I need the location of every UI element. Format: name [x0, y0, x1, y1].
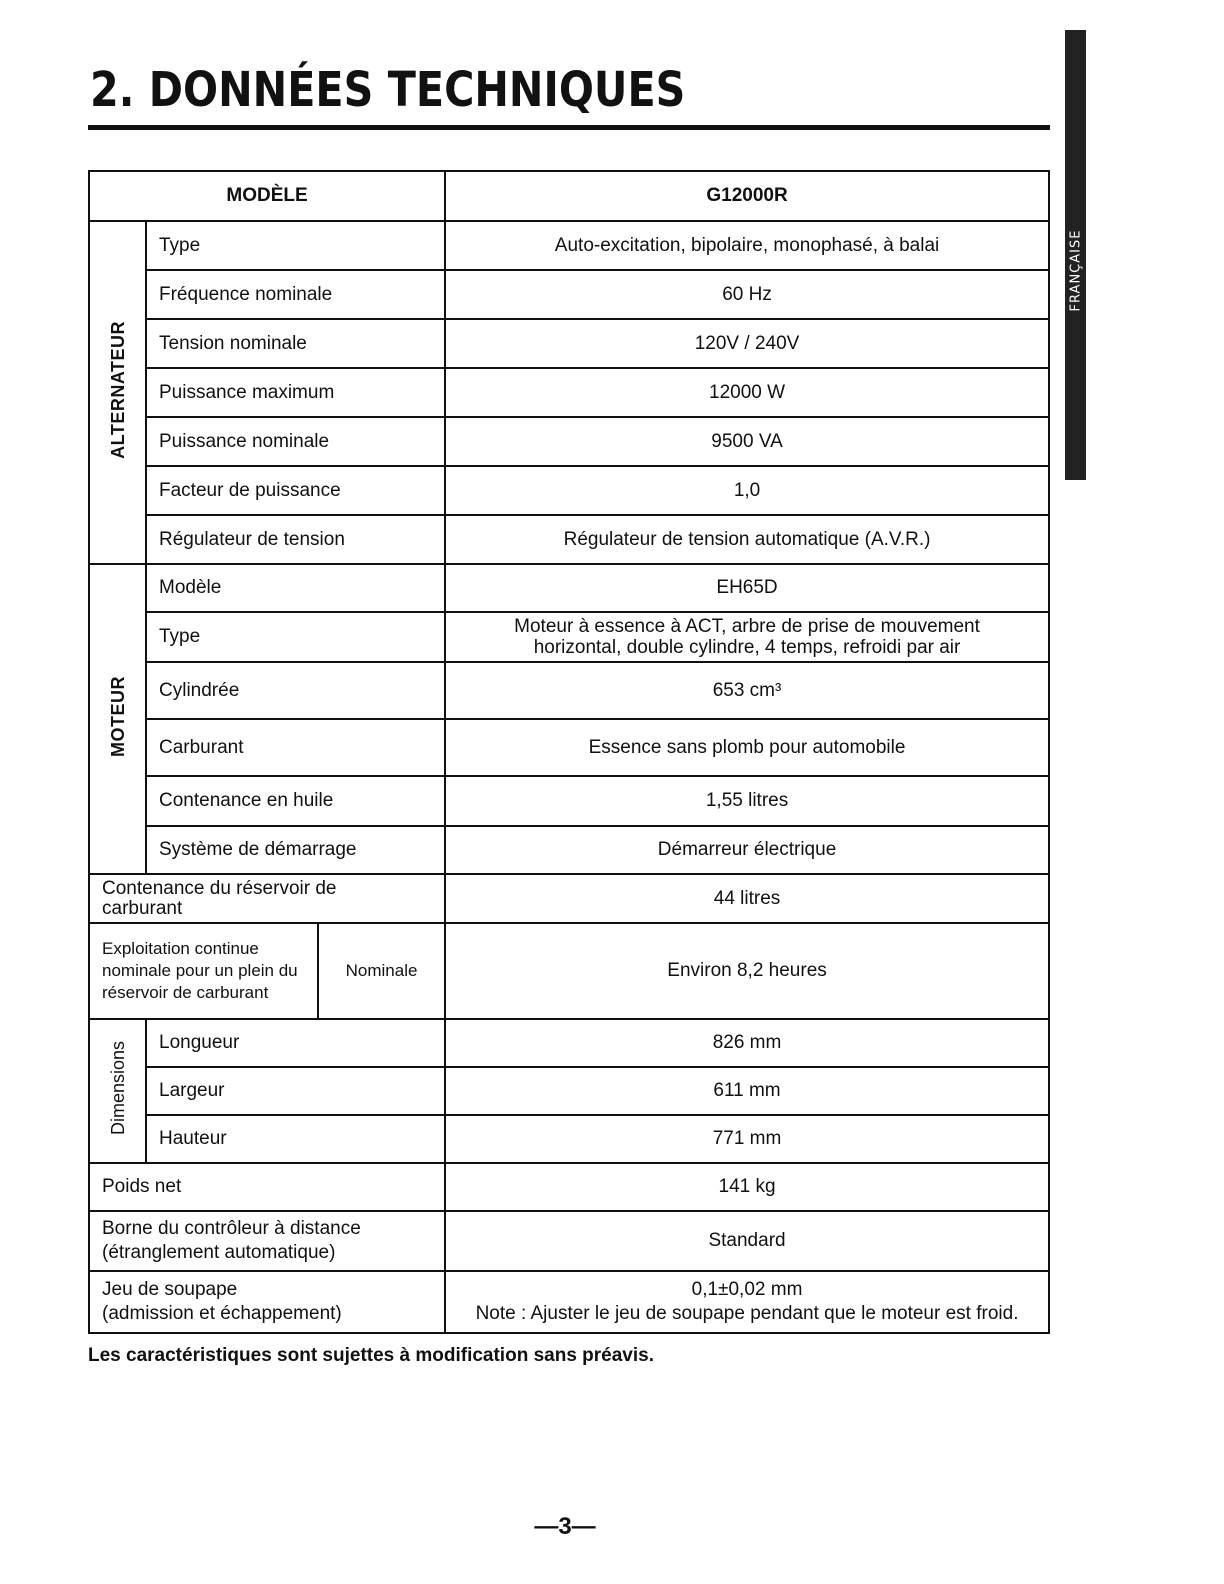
table-row	[89, 1271, 1049, 1333]
spec-label: Hauteur	[146, 1115, 445, 1163]
table-row	[89, 368, 1049, 417]
language-tab-label	[1065, 200, 1086, 340]
borne-label-line: (étranglement automatique)	[102, 1242, 336, 1263]
poids-value: 141 kg	[445, 1163, 1049, 1211]
spec-label: Longueur	[146, 1019, 445, 1067]
spec-value-line: horizontal, double cylindre, 4 temps, refroidi par air	[533, 637, 961, 658]
model-header-value: G12000R	[445, 171, 1049, 221]
moteur-group-label: MOTEUR	[107, 675, 128, 757]
alternateur-group-label: ALTERNATEUR	[107, 320, 128, 459]
exploitation-sub-label: Nominale	[318, 923, 445, 1019]
table-row	[89, 923, 1049, 1019]
moteur-group-cell	[89, 564, 146, 874]
spec-value: 771 mm	[445, 1115, 1049, 1163]
title-underline	[88, 125, 1050, 130]
table-row	[89, 662, 1049, 719]
spec-label: Largeur	[146, 1067, 445, 1115]
spec-value: 653 cm³	[445, 662, 1049, 719]
page-number: —3—	[534, 1513, 596, 1540]
exploitation-value: Environ 8,2 heures	[445, 923, 1049, 1019]
poids-label: Poids net	[89, 1163, 445, 1211]
exploitation-label-line: réservoir de carburant	[102, 983, 269, 1002]
table-row	[89, 1211, 1049, 1271]
spec-value: 611 mm	[445, 1067, 1049, 1115]
table-row	[89, 270, 1049, 319]
table-row	[89, 826, 1049, 874]
reservoir-label	[89, 874, 445, 923]
table-row	[89, 1163, 1049, 1211]
table-row	[89, 776, 1049, 826]
spec-value: 9500 VA	[445, 417, 1049, 466]
alternateur-group-cell	[89, 221, 146, 564]
footnote: Les caractéristiques sont sujettes à modification sans préavis.	[88, 1345, 654, 1366]
table-row	[89, 719, 1049, 776]
table-row	[89, 319, 1049, 368]
reservoir-label-line: carburant	[102, 897, 183, 919]
table-row	[89, 466, 1049, 515]
jeu-label-line: (admission et échappement)	[102, 1303, 342, 1324]
spec-value: 12000 W	[445, 368, 1049, 417]
model-header-label: MODÈLE	[89, 171, 445, 221]
table-row	[89, 417, 1049, 466]
exploitation-label-line: nominale pour un plein du	[102, 961, 298, 980]
borne-label	[89, 1211, 445, 1271]
spec-value: 826 mm	[445, 1019, 1049, 1067]
spec-label: Type	[146, 221, 445, 270]
jeu-value-line: 0,1±0,02 mm	[691, 1279, 803, 1300]
spec-label: Contenance en huile	[146, 776, 445, 826]
spec-value: 1,0	[445, 466, 1049, 515]
table-row	[89, 612, 1049, 662]
dimensions-group-cell	[89, 1019, 146, 1163]
dimensions-group-label: Dimensions	[107, 1040, 128, 1136]
table-row	[89, 515, 1049, 564]
spec-value: Auto-excitation, bipolaire, monophasé, à balai	[445, 221, 1049, 270]
spec-label: Puissance maximum	[146, 368, 445, 417]
table-row	[89, 564, 1049, 612]
spec-value: Démarreur électrique	[445, 826, 1049, 874]
spec-value: 60 Hz	[445, 270, 1049, 319]
spec-value: Régulateur de tension automatique (A.V.R.)	[445, 515, 1049, 564]
jeu-value	[445, 1271, 1049, 1333]
spec-label: Fréquence nominale	[146, 270, 445, 319]
language-tab-text: FRANÇAISE	[1068, 229, 1083, 311]
spec-label: Modèle	[146, 564, 445, 612]
borne-value: Standard	[445, 1211, 1049, 1271]
reservoir-label-line: Contenance du réservoir de	[102, 877, 337, 899]
spec-value: Essence sans plomb pour automobile	[445, 719, 1049, 776]
table-header-row	[89, 171, 1049, 221]
table-row	[89, 1019, 1049, 1067]
spec-label: Facteur de puissance	[146, 466, 445, 515]
exploitation-label-line: Exploitation continue	[102, 939, 259, 958]
spec-value-line: Moteur à essence à ACT, arbre de prise de mouvement	[514, 616, 980, 637]
reservoir-value: 44 litres	[445, 874, 1049, 923]
exploitation-label	[89, 923, 318, 1019]
jeu-label-line: Jeu de soupape	[102, 1279, 238, 1300]
table-row	[89, 1115, 1049, 1163]
spec-label: Type	[146, 612, 445, 662]
spec-value: EH65D	[445, 564, 1049, 612]
specifications-table	[88, 170, 1050, 1334]
spec-label: Tension nominale	[146, 319, 445, 368]
spec-value: 1,55 litres	[445, 776, 1049, 826]
spec-label: Régulateur de tension	[146, 515, 445, 564]
spec-value: 120V / 240V	[445, 319, 1049, 368]
page-title: 2. DONNÉES TECHNIQUES	[90, 62, 686, 118]
borne-label-line: Borne du contrôleur à distance	[102, 1218, 361, 1239]
spec-label: Carburant	[146, 719, 445, 776]
jeu-label	[89, 1271, 445, 1333]
jeu-note-line: Note : Ajuster le jeu de soupape pendant que le moteur est froid.	[475, 1303, 1019, 1324]
spec-label: Système de démarrage	[146, 826, 445, 874]
spec-value-multiline	[445, 612, 1049, 662]
spec-label: Cylindrée	[146, 662, 445, 719]
table-row	[89, 1067, 1049, 1115]
table-row	[89, 874, 1049, 923]
spec-label: Puissance nominale	[146, 417, 445, 466]
table-row	[89, 221, 1049, 270]
